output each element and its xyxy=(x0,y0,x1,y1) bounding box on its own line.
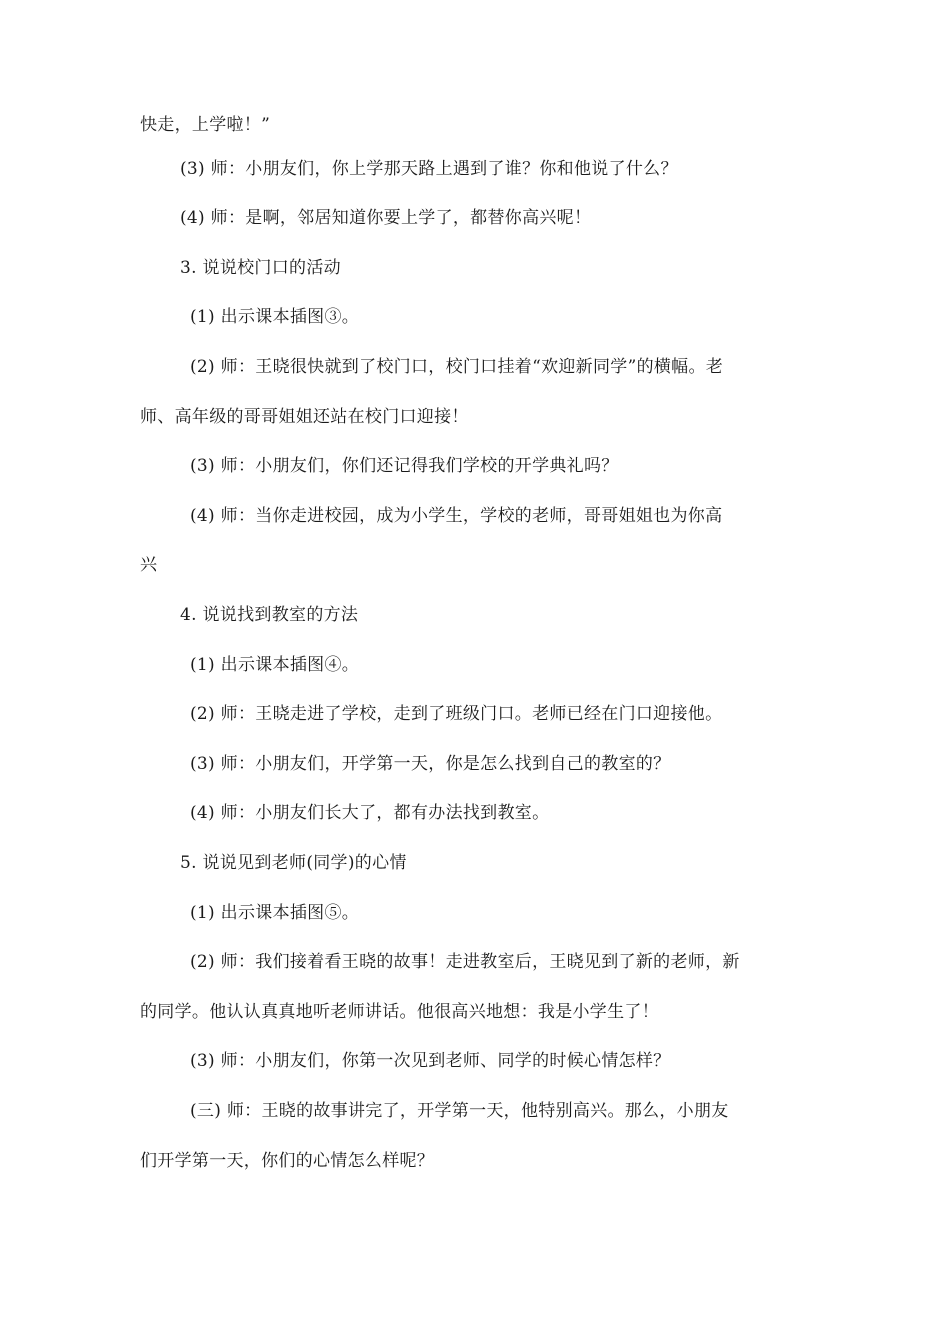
text-line: (3) 师：小朋友们，你们还记得我们学校的开学典礼吗？ xyxy=(190,456,619,476)
text-line: 兴 xyxy=(140,555,158,575)
text-line: (1) 出示课本插图④。 xyxy=(190,655,360,675)
text-line: (2) 师：我们接着看王晓的故事！走进教室后，王晓见到了新的老师，新 xyxy=(190,952,740,972)
text-line: 快走，上学啦！” xyxy=(140,115,271,135)
section-heading: 4. 说说找到教室的方法 xyxy=(180,605,359,625)
text-line: (3) 师：小朋友们，你第一次见到老师、同学的时候心情怎样？ xyxy=(190,1051,671,1071)
text-line: (4) 师：小朋友们长大了，都有办法找到教室。 xyxy=(190,803,550,823)
text-line: (1) 出示课本插图⑤。 xyxy=(190,903,360,923)
text-line: (4) 师：是啊，邻居知道你要上学了，都替你高兴呢！ xyxy=(180,208,592,228)
text-line: (3) 师：小朋友们，你上学那天路上遇到了谁？你和他说了什么？ xyxy=(180,159,678,179)
text-line: (三) 师：王晓的故事讲完了，开学第一天，他特别高兴。那么，小朋友 xyxy=(190,1101,729,1121)
text-line: (3) 师：小朋友们，开学第一天，你是怎么找到自己的教室的？ xyxy=(190,754,671,774)
text-line: 师、高年级的哥哥姐姐还站在校门口迎接！ xyxy=(140,407,469,427)
text-line: 们开学第一天，你们的心情怎么样呢？ xyxy=(140,1151,435,1171)
section-heading: 5. 说说见到老师(同学)的心情 xyxy=(180,853,407,873)
section-heading: 3. 说说校门口的活动 xyxy=(180,258,341,278)
text-line: 的同学。他认认真真地听老师讲话。他很高兴地想：我是小学生了！ xyxy=(140,1002,659,1022)
text-line: (2) 师：王晓很快就到了校门口，校门口挂着“欢迎新同学”的横幅。老 xyxy=(190,357,724,377)
text-line: (4) 师：当你走进校园，成为小学生，学校的老师，哥哥姐姐也为你高 xyxy=(190,506,723,526)
text-line: (1) 出示课本插图③。 xyxy=(190,307,360,327)
text-line: (2) 师：王晓走进了学校，走到了班级门口。老师已经在门口迎接他。 xyxy=(190,704,723,724)
